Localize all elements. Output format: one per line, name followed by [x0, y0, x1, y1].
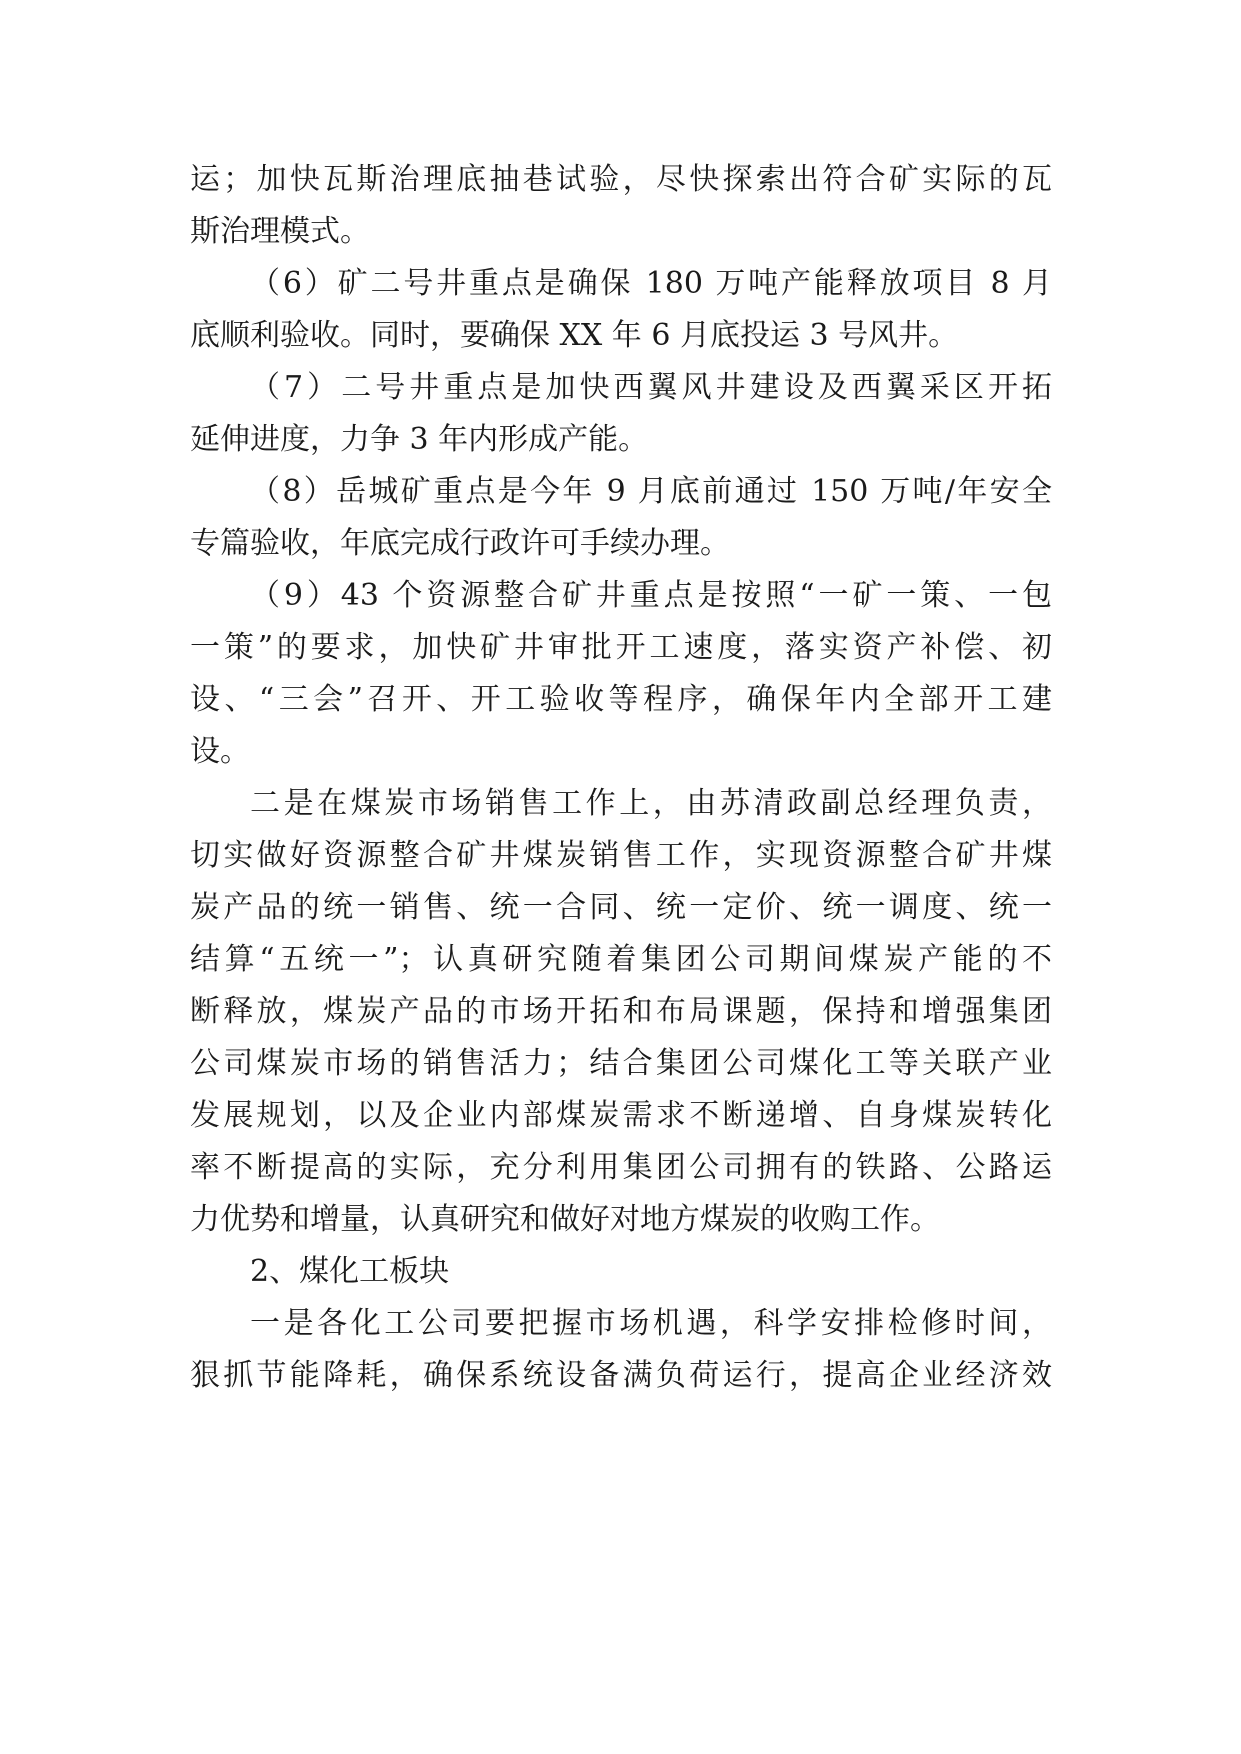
- text-line: 运；加快瓦斯治理底抽巷试验，尽快探索出符合矿实际的瓦: [190, 162, 1052, 197]
- section-heading: 2、煤化工板块: [250, 1254, 450, 1289]
- text-line: 二是在煤炭市场销售工作上，由苏清政副总经理负责，: [250, 786, 1052, 821]
- text-line: 一是各化工公司要把握市场机遇，科学安排检修时间，: [250, 1306, 1052, 1341]
- text-line: 切实做好资源整合矿井煤炭销售工作，实现资源整合矿井煤: [190, 838, 1052, 873]
- text-line: 结算“五统一”；认真研究随着集团公司期间煤炭产能的不: [190, 942, 1052, 977]
- text-line: （8）岳城矿重点是今年 9 月底前通过 150 万吨/年安全: [250, 474, 1052, 509]
- text-line: 专篇验收，年底完成行政许可手续办理。: [190, 526, 730, 561]
- text-line: 公司煤炭市场的销售活力；结合集团公司煤化工等关联产业: [190, 1046, 1052, 1081]
- text-line: 一策”的要求，加快矿井审批开工速度，落实资产补偿、初: [190, 630, 1052, 665]
- text-line: 发展规划，以及企业内部煤炭需求不断递增、自身煤炭转化: [190, 1098, 1052, 1133]
- text-line: 设、“三会”召开、开工验收等程序，确保年内全部开工建: [190, 682, 1052, 717]
- text-line: 延伸进度，力争 3 年内形成产能。: [190, 422, 649, 457]
- text-line: （7）二号井重点是加快西翼风井建设及西翼采区开拓: [250, 370, 1052, 405]
- text-line: 底顺利验收。同时，要确保 XX 年 6 月底投运 3 号风井。: [190, 318, 959, 353]
- text-line: 断释放，煤炭产品的市场开拓和布局课题，保持和增强集团: [190, 994, 1052, 1029]
- text-line: 狠抓节能降耗，确保系统设备满负荷运行，提高企业经济效: [190, 1358, 1052, 1393]
- text-line: 力优势和增量，认真研究和做好对地方煤炭的收购工作。: [190, 1202, 940, 1237]
- text-line: 设。: [190, 734, 250, 769]
- text-line: 率不断提高的实际，充分利用集团公司拥有的铁路、公路运: [190, 1150, 1052, 1185]
- text-line: （6）矿二号井重点是确保 180 万吨产能释放项目 8 月: [250, 266, 1052, 301]
- text-line: 炭产品的统一销售、统一合同、统一定价、统一调度、统一: [190, 890, 1052, 925]
- text-line: （9）43 个资源整合矿井重点是按照“一矿一策、一包: [250, 578, 1052, 613]
- text-line: 斯治理模式。: [190, 214, 370, 249]
